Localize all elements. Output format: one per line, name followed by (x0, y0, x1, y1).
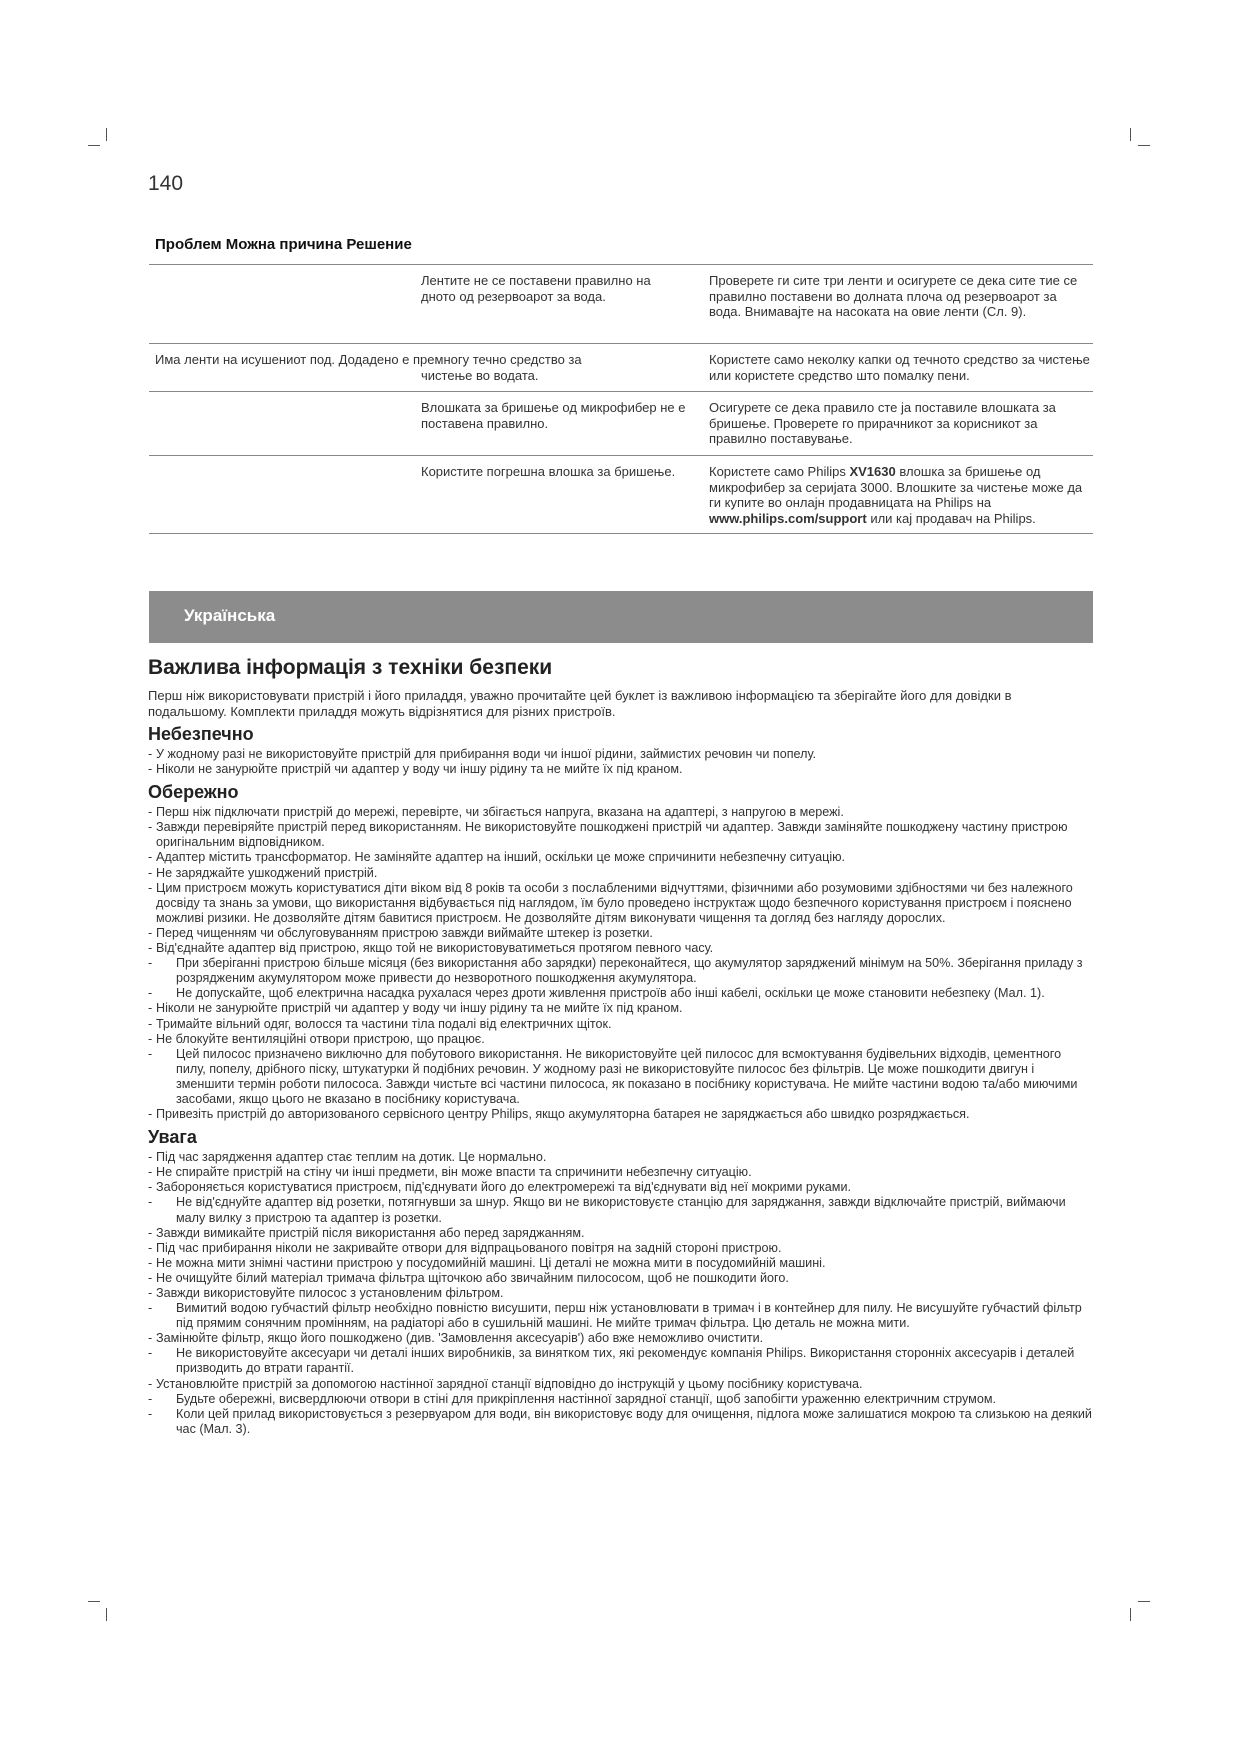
table-header: Проблем Можна причина Решение (155, 236, 412, 253)
caution-list (148, 1150, 1093, 1437)
list-item: - Під час зарядження адаптер стає теплим на дотик. Це нормально. (148, 1150, 1093, 1165)
list-item: - Перед чищенням чи обслуговуванням пристрою завжди виймайте штекер із розетки. (148, 926, 1093, 941)
list-item: - У жодному разі не використовуйте пристрій для прибирання води чи іншої рідини, займистих речовин чи попелу. (148, 747, 1093, 762)
list-item: - Від'єднайте адаптер від пристрою, якщо той не використовуватиметься протягом певного часу. (148, 941, 1093, 956)
list-item: - Не блокуйте вентиляційні отвори пристрою, що працює. (148, 1032, 1093, 1047)
crop-mark-bottom-right-h (1138, 1601, 1150, 1602)
language-banner (149, 591, 1093, 643)
crop-mark-bottom-left-v (106, 1608, 107, 1621)
list-item: - Завжди вимикайте пристрій після використання або перед заряджанням. (148, 1226, 1093, 1241)
list-item: - Ніколи не занурюйте пристрій чи адаптер у воду чи іншу рідину та не мийте їх під краном. (148, 762, 1093, 777)
cause-cell: чистење во водата. (421, 368, 539, 383)
list-item: - Привезіть пристрій до авторизованого сервісного центру Philips, якщо акумуляторна батарея не заряджається або швидко розряджається. (148, 1107, 1093, 1122)
list-item: - Завжди використовуйте пилосос з установленим фільтром. (148, 1286, 1093, 1301)
safety-content (148, 656, 1093, 1437)
support-link[interactable]: www.philips.com/support (709, 510, 867, 526)
solution-text: или кај продавач на Philips. (866, 510, 1036, 526)
list-item: - Будьте обережні, висвердлюючи отвори в стіні для прикріплення настінної зарядної станції, щоб запобігти ураженню електричним струмом. (148, 1392, 1093, 1407)
crop-mark-bottom-right-v (1130, 1608, 1131, 1621)
cause-cell: Лентите не се поставени правилно на дното од резервоарот за вода. (421, 273, 651, 304)
list-item: - Адаптер містить трансформатор. Не заміняйте адаптер на інший, оскільки це може спричинити небезпечну ситуацію. (148, 850, 1093, 865)
list-item: - Вимитий водою губчастий фільтр необхідно повністю висушити, перш ніж установлювати в тримач і в контейнер для пилу. Не висушуйте губчастий фільтр під прямим сонячним промінням, на радіаторі або в сушильній машині. Не мийте тримач фільтра. Цю деталь не можна мити. (148, 1301, 1093, 1331)
cause-cell: Влошката за бришење од микрофибер не е поставена правилно. (421, 400, 686, 431)
list-item: - Тримайте вільний одяг, волосся та частини тіла подалі від електричних щіток. (148, 1017, 1093, 1032)
crop-mark-top-right-v (1130, 128, 1131, 141)
list-item: - Не використовуйте аксесуари чи деталі інших виробників, за винятком тих, які рекомендує компанія Philips. Використання сторонніх аксесуарів і деталей призводить до втрати гарантії. (148, 1346, 1093, 1376)
solution-cell (709, 464, 1091, 526)
solution-text: влошка за бришење од микрофибер за серијата 3000. Влошките за чистење може да ги купите во онлајн продавницата на Philips на (709, 464, 1083, 510)
list-item: - Завжди перевіряйте пристрій перед використанням. Не використовуйте пошкоджені пристрій чи адаптер. Завжди заміняйте пошкоджену частину пристрою оригінальним відповідником. (148, 820, 1093, 850)
table-row (149, 391, 1093, 455)
crop-mark-top-left-h (88, 145, 100, 146)
list-item: - Цей пилосос призначено виключно для побутового використання. Не використовуйте цей пилосос для всмоктування будівельних відходів, цементного пилу, попелу, дрібного піску, штукатурки й подібних речовин. У жодному разі не використовуйте пилосос без фільтрів. Це може пошкодити двигун і зменшити термін роботи пилососа. Завжди чистьте всі частини пилососа, як показано в посібнику користувача. Не мийте частини водою та/або миючими засобами, якщо цього не вказано в посібнику користувача. (148, 1047, 1093, 1107)
list-item: - Установлюйте пристрій за допомогою настінної зарядної станції відповідно до інструкцій у цьому посібнику користувача. (148, 1377, 1093, 1392)
danger-list (148, 747, 1093, 777)
list-item: - Перш ніж підключати пристрій до мережі, перевірте, чи збігається напруга, вказана на адаптері, з напругою в мережі. (148, 805, 1093, 820)
list-item: - Під час прибирання ніколи не закривайте отвори для відпрацьованого повітря на задній стороні пристрою. (148, 1241, 1093, 1256)
list-item: - Не від'єднуйте адаптер від розетки, потягнувши за шнур. Якщо ви не використовуєте станцію для заряджання, завжди відключайте пристрій, виймаючи малу вилку з пристрою та адаптер із розетки. (148, 1195, 1093, 1225)
list-item: - Не заряджайте ушкоджений пристрій. (148, 866, 1093, 881)
cause-cell: Користите погрешна влошка за бришење. (421, 464, 676, 479)
solution-text: Користете само Philips (709, 464, 850, 479)
table-row (149, 343, 1093, 391)
list-item: - Замінюйте фільтр, якщо його пошкоджено (див. 'Замовлення аксесуарів') або вже неможливо очистити. (148, 1331, 1093, 1346)
list-item: - Не очищуйте білий матеріал тримача фільтра щіточкою або звичайним пилососом, щоб не пошкодити його. (148, 1271, 1093, 1286)
language-banner-label: Українська (184, 606, 276, 625)
heading-warning: Обережно (148, 782, 239, 803)
list-item: - При зберіганні пристрою більше місяця (без використання або зарядки) переконайтеся, що акумулятор заряджений мінімум на 50%. Зберігання приладу з розрядженим акумулятором може привести до незворотного пошкодження акумулятора. (148, 956, 1093, 986)
page-number: 140 (148, 172, 184, 195)
solution-cell: Проверете ги сите три ленти и осигурете се дека сите тие се правилно поставени во долната плоча од резервоарот за вода. Внимавајте на насоката на овие ленти (Сл. 9). (709, 273, 1078, 319)
table-row (149, 455, 1093, 534)
section-title: Важлива інформація з техніки безпеки (148, 656, 553, 679)
solution-cell: Осигурете се дека правило сте ја поставиле влошката за бришење. Проверете го прирачникот за корисникот за правилно поставување. (709, 400, 1056, 446)
list-item: - Не допускайте, щоб електрична насадка рухалася через дроти живлення пристроїв або інші кабелі, оскільки це може становити небезпеку (Мал. 1). (148, 986, 1093, 1001)
problem-cell: Има ленти на исушениот под. Додадено е премногу течно средство за (155, 352, 582, 367)
list-item: - Ніколи не занурюйте пристрій чи адаптер у воду чи іншу рідину та не мийте їх під краном. (148, 1001, 1093, 1016)
list-item: - Коли цей прилад використовується з резервуаром для води, він використовує воду для очищення, підлога може залишатися мокрою та слизькою на деякий час (Мал. 3). (148, 1407, 1093, 1437)
list-item: - Забороняється користуватися пристроєм, під'єднувати його до електромережі та від'єднувати від неї мокрими руками. (148, 1180, 1093, 1195)
intro-paragraph: Перш ніж використовувати пристрій і його приладдя, уважно прочитайте цей буклет із важливою інформацією та зберігайте його для довідки в подальшому. Комплекти приладдя можуть відрізнятися для різних пристроїв. (148, 688, 1012, 719)
table-row (149, 264, 1093, 343)
product-code: XV1630 (849, 464, 896, 479)
list-item: - Не спирайте пристрій на стіну чи інші предмети, він може впасти та спричинити небезпечну ситуацію. (148, 1165, 1093, 1180)
crop-mark-bottom-left-h (88, 1601, 100, 1602)
heading-danger: Небезпечно (148, 724, 254, 744)
list-item: - Цим пристроєм можуть користуватися діти віком від 8 років та особи з послабленими відчуттями, фізичними або розумовими здібностями чи без належного досвіду та знань за умови, що використання відбувається під наглядом, їм було проведено інструктаж щодо безпечного користування пристроєм і пояснено можливі ризики. Не дозволяйте дітям бавитися пристроєм. Не дозволяйте дітям виконувати чищення та догляд без нагляду дорослих. (148, 881, 1093, 926)
heading-caution: Увага (148, 1127, 197, 1148)
solution-cell: Користете само неколку капки од течното средство за чистење или користете средство што помалку пени. (709, 352, 1090, 383)
troubleshooting-table (149, 264, 1093, 534)
warning-list (148, 805, 1093, 1122)
crop-mark-top-left-v (106, 128, 107, 141)
crop-mark-top-right-h (1138, 145, 1150, 146)
list-item: - Не можна мити знімні частини пристрою у посудомийній машині. Ці деталі не можна мити в посудомийній машині. (148, 1256, 1093, 1271)
